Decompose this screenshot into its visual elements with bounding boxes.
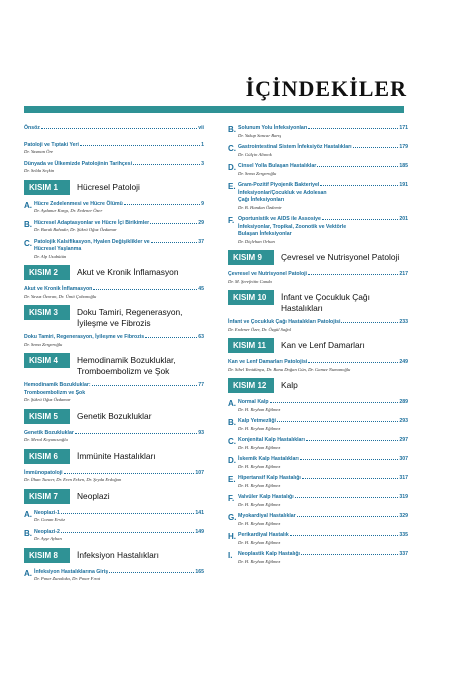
entry-author: Dr. Erdener Özer, Dr. Özgül Sağol [228,326,292,332]
entry-author: Dr. H. Reyhan Eğilmez [238,425,281,431]
entry-author: Dr. Gonan Ersöz [34,517,66,522]
toc-entry[interactable] [24,239,204,261]
dot-leader [133,164,200,165]
entry-author: Dr. Gülçin Altınok [238,151,272,157]
toc-entry[interactable] [24,569,204,583]
entry-letter: F. [228,494,235,503]
page-number: 233 [399,319,408,325]
entry-author: Dr. Meral Koyuncuoğlu [24,437,68,442]
toc-entry[interactable] [24,334,204,348]
entry-title: İnfant ve Çocukluk Çağı Hastalıkları Patolojisi [228,319,341,325]
page-number: 1 [201,141,204,148]
entry-author: Dr. Alp Usubütün [34,253,67,259]
part-title: Neoplazi [77,490,110,501]
entry-author: Dr. Sema Zergeroğlu [238,170,277,176]
page-number: 249 [399,359,408,365]
entry-author: Dr. Diçlehan Orhan [238,238,275,244]
part-header [24,548,204,563]
entry-title: Konjenital Kalp Hastalıkları [238,437,305,443]
part-header [24,409,204,424]
page-number: 317 [399,475,408,481]
part-label: KISIM 5 [24,409,70,424]
dot-leader [277,421,398,422]
page-number: 141 [195,509,204,516]
part-title: İnfeksiyon Hastalıkları [77,549,159,560]
page-number: 335 [399,532,408,538]
entry-title: Patolojik Kalsifikasyon, Hyalen Değişiklikler ve [34,238,150,245]
page-number: 217 [399,271,408,277]
entry-title-line [24,142,204,150]
toc-entry[interactable] [24,382,204,404]
entry-title: Neoplazi-2 [34,528,60,535]
page-number: 29 [198,219,204,226]
part-label: KISIM 9 [228,250,274,265]
entry-letter: F. [228,216,235,225]
toc-entry[interactable] [228,418,408,432]
entry-letter: A. [24,200,32,210]
toc-entry[interactable] [24,125,204,133]
entry-title: Cinsel Yolla Bulaşan Hastalıklar [238,163,317,169]
dot-leader [308,274,398,275]
toc-entry[interactable] [24,286,204,300]
title-rule [24,106,404,113]
entry-title-line [238,475,408,483]
page-number: 201 [399,216,408,222]
part-title: Çevresel ve Nutrisyonel Patoloji [281,252,400,262]
page-number: 337 [399,551,408,557]
page-number: 179 [399,144,408,150]
toc-entry[interactable] [228,437,408,451]
part-title: İmmünite Hastalıkları [77,450,156,461]
toc-entry[interactable] [24,510,204,524]
entry-author: Dr. Burak Bahadır, Dr. Şükrü Oğuz Özdamar [34,227,117,232]
page-number: 293 [399,418,408,424]
entry-title: Önsöz [24,125,40,131]
dot-leader [61,513,194,514]
page-number: 329 [399,513,408,519]
page-number: 297 [399,437,408,443]
page-number: 165 [195,568,204,575]
entry-letter: D. [228,456,236,465]
toc-entry[interactable] [24,142,204,156]
dot-leader [320,185,398,186]
entry-title: Akut ve Kronik İnflamasyon [24,286,93,292]
page-number: 37 [198,238,204,245]
toc-entry[interactable] [228,319,408,333]
dot-leader [302,478,399,479]
part-label: KISIM 2 [24,265,70,280]
entry-author: Dr. H. Reyhan Eğilmez [238,406,281,412]
toc-entry[interactable] [24,220,204,234]
entry-title-line [238,551,408,559]
page-number: 319 [399,494,408,500]
toc-right-column [228,125,408,570]
toc-entry[interactable] [228,359,408,373]
entry-author: Dr. Yakup Sancar Barış [238,132,282,138]
entry-title-line [24,161,204,169]
part-label: KISIM 10 [228,290,274,305]
dot-leader [317,166,398,167]
entry-title: Patoloji ve Tıptaki Yeri [24,141,79,148]
dot-leader [64,473,195,474]
dot-leader [124,204,200,205]
entry-title-line: Bulaşan İnfeksiyonlar [238,231,292,237]
entry-title-line: Hücresel Yaşlanma [34,246,82,252]
entry-title-line: İnfeksiyonlar, Tropikal, Zoonotik ve Vektörle [238,223,347,230]
toc-entry[interactable] [228,163,408,177]
entry-title-line [238,513,408,521]
part-header [24,353,204,376]
entry-letter: B. [24,219,32,229]
entry-title-line [238,182,408,190]
entry-author: Dr. Selda Seçkin [24,168,55,173]
entry-title-line [238,418,408,426]
part-header [24,449,204,464]
entry-author: Dr. Sibel Yenidünya, Dr. Banu Doğan Gün, Dr. Gamze Numanoğlu [228,366,351,372]
dot-leader [290,535,399,536]
part-header [24,305,204,328]
toc-entry[interactable] [228,551,408,565]
part-header [228,378,408,393]
entry-author: Dr. İlhan Tuncer, Dr. Eren Erken, Dr. Şeyda Erdoğan [24,477,122,482]
dot-leader [297,516,399,517]
toc-entry[interactable] [24,470,204,484]
entry-letter: H. [228,532,236,541]
dot-leader [109,572,194,573]
toc-entry[interactable] [228,144,408,158]
dot-leader [322,219,398,220]
entry-title: Valvüler Kalp Hastalığı [238,494,294,500]
entry-author: Dr. H. Reyhan Eğilmez [238,463,281,469]
entry-letter: C. [228,144,236,153]
entry-title: Gram-Pozitif Piyojenik Bakteriyel [238,182,320,188]
entry-title: Normal Kalp [238,399,269,405]
toc-entry[interactable] [228,513,408,527]
dot-leader [150,223,197,224]
part-label: KISIM 8 [24,548,70,563]
dot-leader [75,433,197,434]
entry-title: Kan ve Lenf Damarları Patolojisi [228,359,308,365]
part-title: Akut ve Kronik İnflamasyon [77,267,179,277]
part-title: Hücresel Patoloji [77,181,140,192]
entry-letter: A. [24,509,32,519]
toc-entry[interactable] [228,475,408,489]
entry-letter: B. [228,125,236,134]
entry-author: Dr. H. Reyhan Eğilmez [238,520,281,526]
entry-title-line [228,271,408,279]
entry-title-line [34,201,204,209]
entry-author: Dr. H. Reyhan Eğilmez [238,482,281,488]
part-header [228,290,408,313]
entry-title: Perikardiyal Hastalık [238,532,289,538]
part-title: Kalp [281,380,298,390]
part-label: KISIM 11 [228,338,274,353]
entry-title-line [238,437,408,445]
part-label: KISIM 12 [228,378,274,393]
dot-leader [41,128,197,129]
dot-leader [301,554,398,555]
toc-entry[interactable] [228,456,408,470]
entry-author: Dr. Şükrü Oğuz Özdamar [24,397,71,402]
dot-leader [93,289,197,290]
entry-title-line [34,569,204,577]
part-header [24,180,204,195]
entry-letter: E. [228,182,236,191]
dot-leader [306,440,398,441]
part-title: Genetik Bozukluklar [77,410,152,421]
entry-title-line [238,532,408,540]
part-header [228,250,408,265]
entry-title: Oportunistik ve AIDS ile Assosiye [238,216,321,222]
page-number: 191 [399,182,408,188]
entry-author: Dr. Sema Zergeroğlu [24,341,63,347]
entry-author: Dr. M. Şerefettin Canda [228,278,272,284]
entry-letter: E. [228,475,236,484]
entry-title-line [34,510,204,518]
entry-letter: D. [228,163,236,172]
entry-title: Gastrointestinal Sistem İnfeksiyöz Hastalıkları [238,144,352,150]
entry-author: Dr. Aydanur Kargı, Dr. Erdener Özer [34,208,103,213]
entry-letter: A. [24,568,32,578]
page-number: 3 [201,160,204,167]
toc-entry[interactable] [228,399,408,413]
toc-entry[interactable] [24,201,204,215]
dot-leader [151,242,198,243]
entry-title-line [228,359,408,367]
page-number: 185 [399,163,408,169]
entry-title: Neoplastik Kalp Hastalığı [238,551,300,557]
entry-title-line [34,239,204,247]
entry-title-line [24,470,204,478]
entry-title-line [238,456,408,464]
entry-title-line [34,220,204,228]
entry-title: Hücre Zedelenmesi ve Hücre Ölümü [34,200,123,207]
entry-title: Myokardiyal Hastalıklar [238,513,296,519]
entry-title: Hipertansif Kalp Hastalığı [238,475,301,481]
dot-leader [270,402,399,403]
page-number: 9 [201,200,204,207]
dot-leader [308,128,398,129]
page-number: 77 [198,382,204,388]
page-number: 93 [198,429,204,436]
part-title: Hemodinamik Bozukluklar, Tromboembolizm ve Şok [77,355,176,376]
toc-entry[interactable] [228,125,408,139]
entry-title-line [238,494,408,502]
dot-leader [61,532,194,533]
toc-entry[interactable] [228,271,408,285]
page-number: 289 [399,399,408,405]
entry-letter: A. [228,399,236,408]
part-header [24,489,204,504]
part-title: Kan ve Lenf Damarları [281,340,365,350]
page-number: vii [198,125,204,131]
entry-title-line [24,430,204,438]
entry-title-line: İnfeksiyonlar/Çocukluk ve Adolesan [238,189,327,196]
toc-entry[interactable] [24,529,204,543]
entry-title: Neoplazi-1 [34,509,60,516]
entry-title-line: Çağı İnfeksiyonları [238,197,285,203]
part-label: KISIM 1 [24,180,70,195]
entry-letter: B. [228,418,236,427]
entry-letter: C. [24,238,32,248]
part-label: KISIM 3 [24,305,70,320]
entry-author: Dr. Ayşe Ayhan [34,536,62,541]
page-title: İÇİNDEKİLER [245,76,407,101]
entry-title-line [24,125,204,133]
entry-author: Dr. Pınar Zunaloka, Dr. Pınar Fırat [34,576,101,581]
entry-author: Dr. H. Reyhan Eğilmez [238,501,281,507]
part-title: Doku Tamiri, Regenerasyon, İyileşme ve Fibrozis [77,307,183,328]
entry-author: Dr. Yavuz Özoran, Dr. Ümit Çobanoğlu [24,293,97,299]
part-label: KISIM 6 [24,449,70,464]
entry-title-line [238,399,408,407]
page-number: 307 [399,456,408,462]
part-title: İnfant ve Çocukluk Çağı Hastalıkları [281,292,370,313]
page-number: 149 [195,528,204,535]
entry-title: Çevresel ve Nutrisyonel Patoloji [228,271,307,277]
entry-letter: I. [228,551,233,560]
dot-leader [308,362,398,363]
entry-title: İnfeksiyon Hastalıklarına Giriş [34,568,109,575]
entry-author: Dr. H. Reyhan Eğilmez [238,539,281,545]
entry-letter: B. [24,528,32,538]
entry-author: Dr. H. Reyhan Eğilmez [238,558,281,564]
entry-title-line [238,125,408,133]
entry-title: İmmünopatoloji [24,469,63,476]
entry-title: Doku Tamiri, Regenerasyon, İyileşme ve Fibrozis [24,334,145,340]
entry-letter: C. [228,437,236,446]
entry-title: Hücresel Adaptasyonlar ve Hücre İçi Birikimler [34,219,150,226]
toc-entry[interactable] [228,494,408,508]
entry-title: Hemodinamik Bozukluklar: [24,382,91,388]
toc-left-column [24,125,204,588]
part-label: KISIM 7 [24,489,70,504]
entry-title-line [24,334,204,342]
entry-title-line [34,529,204,537]
entry-title-line [24,382,204,390]
page-number: 45 [198,286,204,292]
entry-author: Dr. Yasman Öre [24,149,54,154]
entry-title: Dünyada ve Ülkemizde Patolojinin Tarihçesi [24,160,133,167]
dot-leader [295,497,399,498]
part-label: KISIM 4 [24,353,70,368]
entry-title: Solunum Yolu İnfeksiyonları [238,125,308,131]
dot-leader [341,322,398,323]
toc-entry[interactable] [228,216,408,245]
entry-title: Kalp Yetmezliği [238,418,276,424]
dot-leader [92,385,198,386]
part-header [24,265,204,280]
dot-leader [300,459,399,460]
entry-title-line [238,216,408,224]
toc-entry[interactable] [228,182,408,211]
entry-title-line [228,319,408,327]
entry-author: Dr. B. Handan Özdemir [238,204,282,210]
page-number: 107 [195,469,204,476]
page-number: 63 [198,334,204,340]
entry-letter: G. [228,513,237,522]
page-number: 171 [399,125,408,131]
entry-title-line [24,286,204,294]
dot-leader [80,145,200,146]
entry-title: İskemik Kalp Hastalıkları [238,456,299,462]
entry-title-line [238,144,408,152]
part-header [228,338,408,353]
dot-leader [353,147,399,148]
toc-entry[interactable] [228,532,408,546]
dot-leader [145,337,197,338]
entry-title-line [238,163,408,171]
toc-entry[interactable] [24,161,204,175]
entry-author: Dr. H. Reyhan Eğilmez [238,444,281,450]
entry-title-line: Tromboembolizm ve Şok [24,389,86,396]
entry-title: Genetik Bozukluklar [24,429,74,436]
toc-entry[interactable] [24,430,204,444]
